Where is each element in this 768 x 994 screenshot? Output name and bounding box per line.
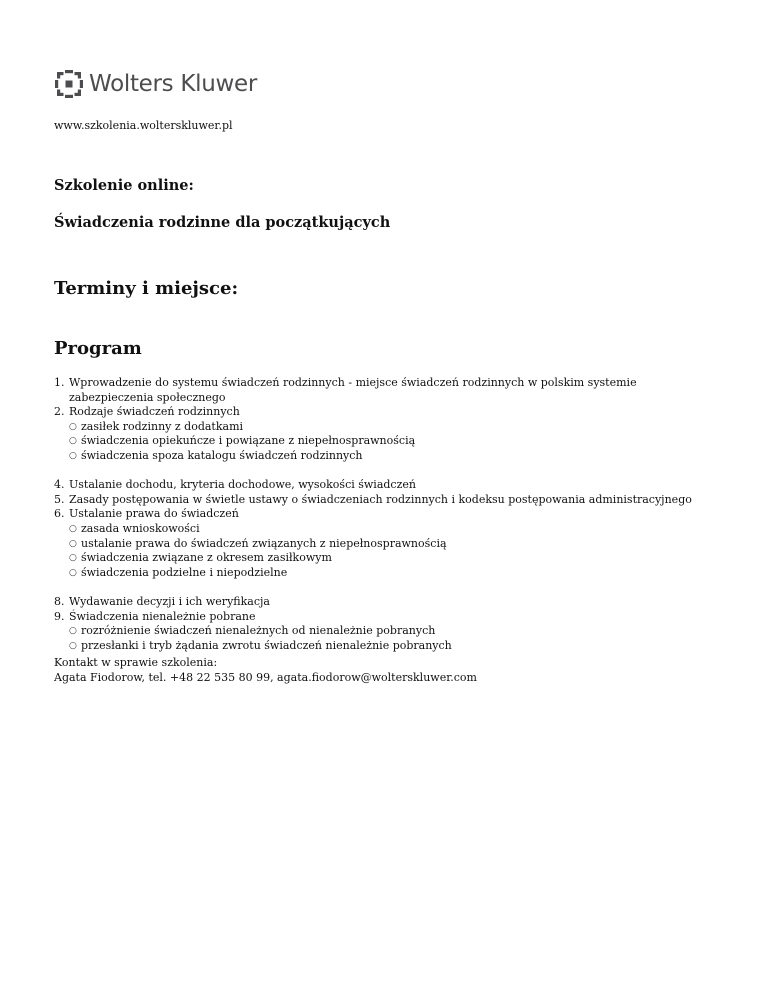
item-number: 1. xyxy=(54,376,65,389)
logo-text: Wolters Kluwer xyxy=(89,71,258,97)
program-item xyxy=(54,478,714,493)
program-item xyxy=(54,493,714,508)
circle-bullet-icon: ○ xyxy=(69,567,77,578)
sub-item: ○ świadczenia spoza katalogu świadczeń rodzinnych xyxy=(69,448,363,462)
sub-list xyxy=(69,420,714,464)
course-title: Świadczenia rodzinne dla początkujących xyxy=(54,214,391,231)
sub-item: ○ ustalanie prawa do świadczeń związanych z niepełnosprawnością xyxy=(69,536,447,550)
circle-bullet-icon: ○ xyxy=(69,538,77,549)
item-text: Rodzaje świadczeń rodzinnych xyxy=(69,405,240,419)
program-item xyxy=(54,376,714,405)
item-text: Świadczenia nienależnie pobrane xyxy=(69,609,256,623)
sub-item: ○ rozróżnienie świadczeń nienależnych od nienależnie pobranych xyxy=(69,624,436,638)
sub-item: ○ przesłanki i tryb żądania zwrotu świadczeń nienależnie pobranych xyxy=(69,638,452,652)
wolters-kluwer-logo-icon xyxy=(54,69,84,99)
program-heading: Program xyxy=(54,338,142,359)
item-number: 5. xyxy=(54,492,65,506)
circle-bullet-icon: ○ xyxy=(69,626,77,637)
circle-bullet-icon: ○ xyxy=(69,523,77,534)
terms-heading: Terminy i miejsce: xyxy=(54,278,239,299)
sub-list xyxy=(69,624,714,653)
item-number: 6. xyxy=(54,507,65,521)
contact-details: Agata Fiodorow, tel. +48 22 535 80 99, agata.fiodorow@wolterskluwer.com xyxy=(54,670,477,684)
circle-bullet-icon: ○ xyxy=(69,421,77,432)
program-list xyxy=(54,376,714,653)
program-item xyxy=(54,405,714,463)
sub-item: ○ świadczenia związane z okresem zasiłkowym xyxy=(69,551,332,565)
item-number: 4. xyxy=(54,478,65,492)
circle-bullet-icon: ○ xyxy=(69,553,77,564)
circle-bullet-icon: ○ xyxy=(69,450,77,461)
program-item xyxy=(54,507,714,580)
item-text: Wprowadzenie do systemu świadczeń rodzinnych - miejsce świadczeń rodzinnych w polskim systemie zabezpieczenia społecznego xyxy=(69,376,637,404)
program-item xyxy=(54,595,714,610)
course-label: Szkolenie online: xyxy=(54,177,194,194)
contact-block xyxy=(54,656,477,685)
item-text: Zasady postępowania w świetle ustawy o świadczeniach rodzinnych i kodeksu postępowania administracyjnego xyxy=(69,492,692,506)
contact-label: Kontakt w sprawie szkolenia: xyxy=(54,656,218,669)
item-number: 8. xyxy=(54,594,65,608)
item-text: Wydawanie decyzji i ich weryfikacja xyxy=(69,594,270,608)
sub-item: ○ zasada wnioskowości xyxy=(69,521,200,535)
circle-bullet-icon: ○ xyxy=(69,640,77,651)
circle-bullet-icon: ○ xyxy=(69,436,77,447)
item-text: Ustalanie prawa do świadczeń xyxy=(69,507,239,521)
website-url: www.szkolenia.wolterskluwer.pl xyxy=(54,119,233,132)
item-number: 9. xyxy=(54,609,65,623)
sub-item: ○ świadczenia podzielne i niepodzielne xyxy=(69,565,288,579)
sub-item: ○ zasiłek rodzinny z dodatkami xyxy=(69,419,244,433)
sub-item: ○ świadczenia opiekuńcze i powiązane z niepełnosprawnością xyxy=(69,434,416,448)
sub-list xyxy=(69,522,714,580)
program-item xyxy=(54,610,714,654)
item-text: Ustalanie dochodu, kryteria dochodowe, wysokości świadczeń xyxy=(69,478,416,492)
item-number: 2. xyxy=(54,405,65,419)
logo xyxy=(54,68,257,100)
